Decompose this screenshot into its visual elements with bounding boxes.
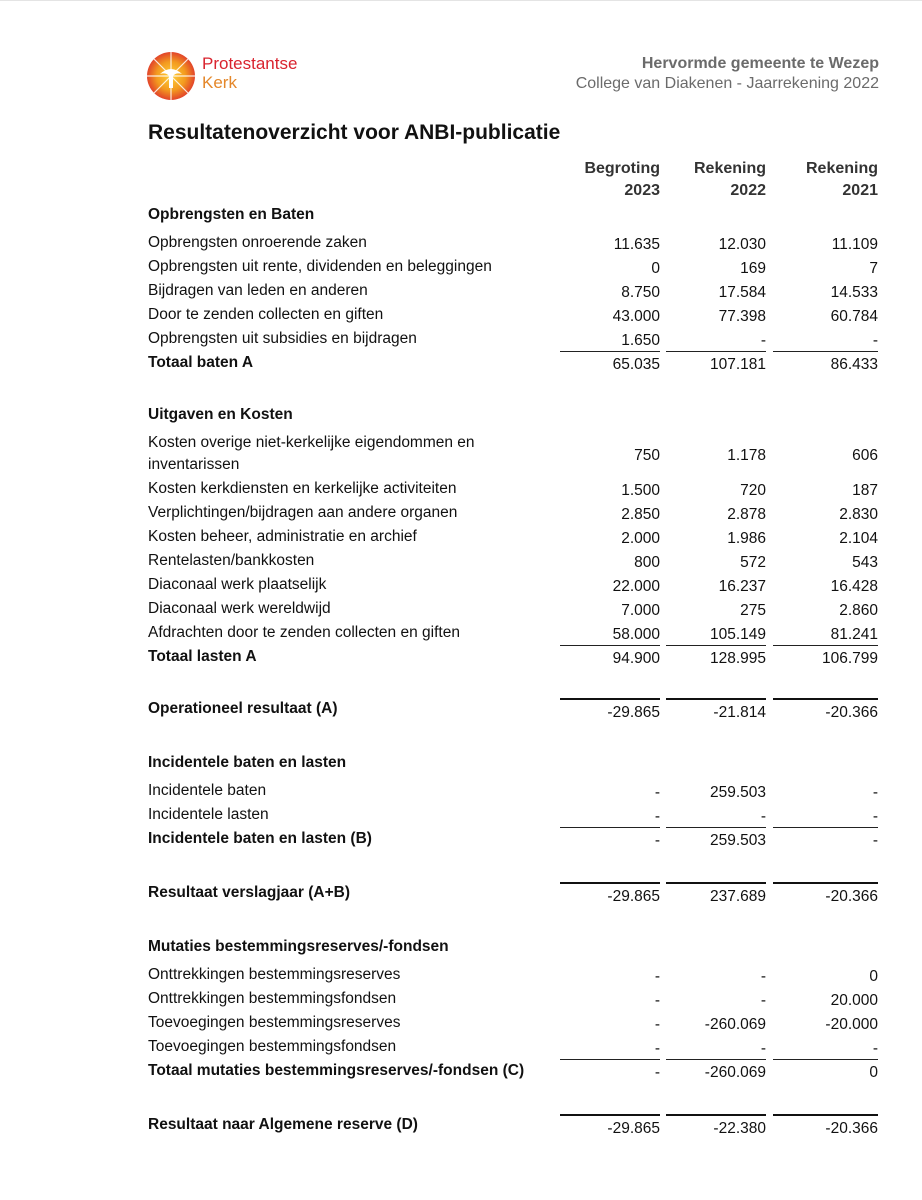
subtotal-rule xyxy=(560,645,660,646)
row-value: 720 xyxy=(740,482,766,499)
total-label: Resultaat naar Algemene reserve (D) xyxy=(148,1116,418,1133)
row-value: 237.689 xyxy=(709,888,766,905)
row-value: 77.398 xyxy=(718,308,766,325)
row-value: -260.069 xyxy=(704,1064,766,1081)
row-value: 1.986 xyxy=(727,530,766,547)
row-value: 187 xyxy=(852,482,878,499)
row-value: 94.900 xyxy=(612,650,660,667)
result-rule xyxy=(666,698,766,700)
row-label: Opbrengsten uit rente, dividenden en beleggingen xyxy=(148,258,492,275)
row-value: 107.181 xyxy=(709,356,766,373)
row-label: Incidentele baten xyxy=(148,782,267,799)
row-value: 17.584 xyxy=(718,284,766,301)
section-heading: Uitgaven en Kosten xyxy=(148,406,293,423)
row-value: - xyxy=(760,992,766,1009)
row-value: -22.380 xyxy=(713,1120,766,1137)
row-value: 11.109 xyxy=(831,236,878,253)
row-value: 0 xyxy=(869,968,878,985)
row-value: - xyxy=(654,808,660,825)
result-rule xyxy=(560,1114,660,1116)
row-value: -21.814 xyxy=(713,704,766,721)
row-value: - xyxy=(872,1040,878,1057)
church-logo-icon xyxy=(146,50,196,102)
column-header-rekening-2021 xyxy=(768,158,878,202)
subtotal-rule xyxy=(773,1059,878,1060)
column-header-line1: Begroting xyxy=(584,160,660,177)
document-subtitle: College van Diakenen - Jaarrekening 2022 xyxy=(575,75,879,92)
section-heading: Opbrengsten en Baten xyxy=(148,206,315,223)
result-rule xyxy=(560,698,660,700)
total-label: Resultaat verslagjaar (A+B) xyxy=(148,884,351,901)
row-value: 2.104 xyxy=(839,530,878,547)
row-value: -29.865 xyxy=(607,1120,660,1137)
top-divider xyxy=(0,0,922,1)
row-label: Diaconaal werk plaatselijk xyxy=(148,576,327,593)
logo-text-line1: Protestantse xyxy=(202,54,298,73)
row-value: -20.366 xyxy=(825,1120,878,1137)
row-value: 60.784 xyxy=(830,308,878,325)
row-value: 2.850 xyxy=(621,506,660,523)
row-value: - xyxy=(760,808,766,825)
row-label: Diaconaal werk wereldwijd xyxy=(148,600,331,617)
result-rule xyxy=(773,698,878,700)
row-label: Toevoegingen bestemmingsfondsen xyxy=(148,1038,397,1055)
row-value: 800 xyxy=(634,554,660,571)
row-label: Kosten kerkdiensten en kerkelijke activiteiten xyxy=(148,480,457,497)
row-label: Afdrachten door te zenden collecten en giften xyxy=(148,624,460,641)
row-value: 7 xyxy=(869,260,878,277)
row-label: Door te zenden collecten en giften xyxy=(148,306,384,323)
row-value: -20.366 xyxy=(825,704,878,721)
row-label: Bijdragen van leden en anderen xyxy=(148,282,368,299)
row-value: 12.030 xyxy=(718,236,766,253)
row-label: Onttrekkingen bestemmingsfondsen xyxy=(148,990,397,1007)
row-label: Verplichtingen/bijdragen aan andere organen xyxy=(148,504,458,521)
subtotal-rule xyxy=(666,1059,766,1060)
row-value: 86.433 xyxy=(830,356,878,373)
row-label: Onttrekkingen bestemmingsreserves xyxy=(148,966,401,983)
row-value: -20.000 xyxy=(825,1016,878,1033)
subtotal-rule xyxy=(560,827,660,828)
row-value: 105.149 xyxy=(709,626,766,643)
row-value: - xyxy=(654,784,660,801)
row-value: 65.035 xyxy=(612,356,660,373)
row-value: -29.865 xyxy=(607,888,660,905)
row-value: 606 xyxy=(852,447,878,464)
row-value: 16.428 xyxy=(830,578,878,595)
column-header-line1: Rekening xyxy=(693,160,766,177)
row-value: 16.237 xyxy=(718,578,766,595)
row-label: Kosten overige niet-kerkelijke eigendommen en xyxy=(148,434,475,451)
row-value: -29.865 xyxy=(607,704,660,721)
row-value: - xyxy=(654,1040,660,1057)
document-header xyxy=(576,54,879,94)
row-label: Opbrengsten uit subsidies en bijdragen xyxy=(148,330,417,347)
row-value: 128.995 xyxy=(709,650,766,667)
organisation-name: Hervormde gemeente te Wezep xyxy=(641,55,879,72)
row-label: Toevoegingen bestemmingsreserves xyxy=(148,1014,401,1031)
row-value: - xyxy=(760,968,766,985)
row-label-continued: inventarissen xyxy=(148,456,240,473)
row-value: 750 xyxy=(634,447,660,464)
total-label: Operationeel resultaat (A) xyxy=(148,700,338,717)
logo-text-line2: Kerk xyxy=(202,73,237,92)
row-value: 106.799 xyxy=(821,650,878,667)
column-header-begroting-2023 xyxy=(550,158,660,202)
row-value: 572 xyxy=(740,554,766,571)
row-value: - xyxy=(654,968,660,985)
row-value: 2.860 xyxy=(839,602,878,619)
column-header-line2: 2022 xyxy=(730,182,766,199)
row-value: 1.500 xyxy=(621,482,660,499)
result-rule xyxy=(560,882,660,884)
row-value: 20.000 xyxy=(830,992,878,1009)
column-header-rekening-2022 xyxy=(656,158,766,202)
result-rule xyxy=(773,1114,878,1116)
row-value: 43.000 xyxy=(612,308,660,325)
result-rule xyxy=(773,882,878,884)
row-value: - xyxy=(654,1064,660,1081)
row-value: 1.650 xyxy=(621,332,660,349)
row-value: 169 xyxy=(740,260,766,277)
row-value: - xyxy=(872,808,878,825)
row-value: - xyxy=(654,832,660,849)
row-value: 14.533 xyxy=(830,284,878,301)
subtotal-rule xyxy=(773,351,878,352)
row-value: - xyxy=(872,332,878,349)
row-value: - xyxy=(760,332,766,349)
row-value: 1.178 xyxy=(727,447,766,464)
row-value: 2.830 xyxy=(839,506,878,523)
subtotal-rule xyxy=(666,645,766,646)
row-value: - xyxy=(872,832,878,849)
logo-text xyxy=(202,54,297,92)
row-label: Kosten beheer, administratie en archief xyxy=(148,528,417,545)
subtotal-rule xyxy=(560,351,660,352)
row-value: 2.878 xyxy=(727,506,766,523)
subtotal-rule xyxy=(666,827,766,828)
row-value: 259.503 xyxy=(709,832,766,849)
row-label: Incidentele lasten xyxy=(148,806,269,823)
subtotal-rule xyxy=(773,645,878,646)
page-title: Resultatenoverzicht voor ANBI-publicatie xyxy=(148,121,561,144)
row-value: 8.750 xyxy=(621,284,660,301)
column-header-line2: 2023 xyxy=(624,182,660,199)
section-heading: Mutaties bestemmingsreserves/-fondsen xyxy=(148,938,449,955)
row-value: - xyxy=(654,1016,660,1033)
column-header-line2: 2021 xyxy=(842,182,878,199)
row-value: 0 xyxy=(869,1064,878,1081)
row-value: - xyxy=(654,992,660,1009)
protestantse-kerk-logo xyxy=(146,50,316,104)
total-label: Totaal baten A xyxy=(148,354,254,371)
row-value: -20.366 xyxy=(825,888,878,905)
subtotal-rule xyxy=(666,351,766,352)
total-label: Totaal lasten A xyxy=(148,648,257,665)
row-value: 22.000 xyxy=(612,578,660,595)
row-value: 259.503 xyxy=(709,784,766,801)
subtotal-rule xyxy=(773,827,878,828)
subtotal-rule xyxy=(560,1059,660,1060)
row-label: Rentelasten/bankkosten xyxy=(148,552,315,569)
result-rule xyxy=(666,882,766,884)
row-value: 81.241 xyxy=(830,626,878,643)
result-rule xyxy=(666,1114,766,1116)
total-label: Incidentele baten en lasten (B) xyxy=(148,830,372,847)
section-heading: Incidentele baten en lasten xyxy=(148,754,347,771)
row-value: 275 xyxy=(740,602,766,619)
row-value: 2.000 xyxy=(621,530,660,547)
total-label: Totaal mutaties bestemmingsreserves/-fondsen (C) xyxy=(148,1062,525,1079)
row-value: - xyxy=(760,1040,766,1057)
column-header-line1: Rekening xyxy=(805,160,878,177)
row-value: 0 xyxy=(651,260,660,277)
row-value: 11.635 xyxy=(613,236,660,253)
row-label: Opbrengsten onroerende zaken xyxy=(148,234,367,251)
row-value: 58.000 xyxy=(612,626,660,643)
row-value: - xyxy=(872,784,878,801)
row-value: 543 xyxy=(852,554,878,571)
row-value: -260.069 xyxy=(704,1016,766,1033)
row-value: 7.000 xyxy=(621,602,660,619)
